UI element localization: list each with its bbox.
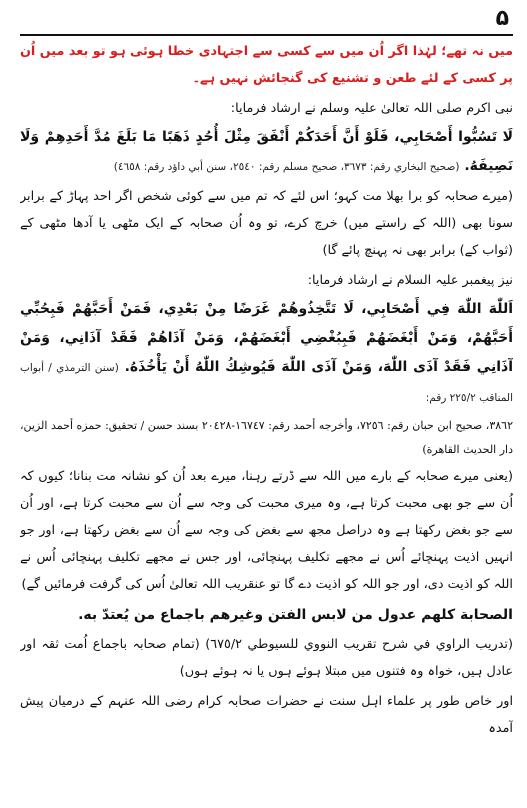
intro-paragraph: میں نہ تھے؛ لہٰذا اگر اُن میں سے کسی سے اجتہادی خطا ہوئی ہو تو بعد میں اُن پر کسی کے لئے طعن و تشنیع کی گنجائش نہیں ہے۔ (20, 44, 513, 86)
hadith-2-text: اَللّٰهَ اللّٰهَ فِي أَصْحَابِي، لَا تَتَّخِذُوهُمْ غَرَضًا مِنْ بَعْدِي، فَمَنْ أَحَبَّهُمْ فَبِحُبِّي أَحَبَّهُمْ، وَمَنْ أَبْغَضَهُمْ فَبِبُغْضِي أَبْغَضَهُمْ، وَمَنْ آذَاهُمْ فَقَدْ آذَانِي، وَمَنْ آذَانِي فَقَدْ آذَى اللّٰهَ، وَمَنْ آذَى اللّٰهَ فَيُوشِكُ اللّٰهُ أَنْ يَأْخُذَهُ. (20, 301, 513, 375)
hadith-intro-2: نیز پیغمبر علیہ السلام نے ارشاد فرمایا: (307, 273, 513, 288)
header-rule (20, 34, 513, 36)
hadith-2 (20, 295, 513, 413)
hadith-1-text: لَا تَسُبُّوا أَصْحَابِي، فَلَوْ أَنَّ أَحَدَكُمْ أَنْفَقَ مِثْلَ أُحُدٍ ذَهَبًا مَا بَلَغَ مُدَّ أَحَدِهِمْ وَلَا نَصِيفَهُ. (20, 129, 513, 174)
quote-reference-translation: (تدريب الراوي في شرح تقريب النووي للسيوطي ٦٧٥/٢) (تمام صحابہ باجماع اُمت ثقہ اور عادل ہیں، خواہ وہ فتنوں میں مبتلا ہوئے ہوں یا نہ ہوئے ہوں) (20, 637, 513, 679)
hadith-2-translation: (یعنی میرے صحابہ کے بارے میں اللہ سے ڈرتے رہنا، میرے بعد اُن کو نشانہ مت بنانا؛ کیوں کہ اُن سے جو بھی محبت کرتا ہے، وہ میری محبت کی وجہ سے اُن سے محبت کرتا ہے، اور اُن سے جو بغض رکھتا ہے وہ دراصل مجھ سے بغض کی وجہ سے اُن سے بغض رکھتا ہے، اور جو انہیں اذیت پہنچائے اُس نے مجھے تکلیف پہنچائی، اور جس نے مجھے تکلیف پہنچائی اُس نے اللہ کو اذیت دی، اور جو اللہ کو اذیت دے گا تو عنقریب اللہ تعالیٰ اُس کی گرفت فرمائیں گے) (20, 469, 513, 592)
hadith-2-reference-a: (سنن الترمذي / أبواب المناقب ٢٢٥/٢ رقم: (20, 362, 513, 404)
hadith-1 (20, 123, 513, 182)
page-header (20, 6, 513, 32)
hadith-2-reference-b: ٣٨٦٢، صحيح ابن حبان رقم: ٧٢٥٦، وأخرجه أحمد رقم: ١٦٧٤٧-٢٠٤٢٨ بسند حسن / تحقيق: حمزه أحمد الزين، دار الحديث القاهرة) (20, 419, 513, 456)
hadith-1-translation: (میرے صحابہ کو برا بھلا مت کہو؛ اس لئے کہ تم میں سے کوئی شخص اگر احد پہاڑ کے برابر سونا بھی (اللہ کے راستے میں) خرچ کرے، تو وہ اُن صحابہ کے ایک مٹھی یا آدھا مٹھی کے (ثواب کے) برابر بھی نہ پہنچ پائے گا) (20, 189, 513, 258)
page-body (20, 38, 513, 802)
arabic-quote: الصحابة كلهم عدول من لابس الفتن وغيرهم باجماع من يُعتدّ به. (78, 607, 513, 623)
page-number: ۵ (495, 6, 509, 31)
hadith-1-reference: (صحيح البخاري رقم: ٣٦٧٣، صحيح مسلم رقم: ٢٥٤٠، سنن أبي داؤد رقم: ٤٦٥٨) (113, 161, 460, 173)
closing-paragraph: اور خاص طور پر علماء اہل سنت نے حضرات صحابہ کرام رضی اللہ عنہم کے درمیان پیش آمدہ (20, 694, 513, 736)
hadith-intro-1: نبی اکرم صلی اللہ تعالیٰ علیہ وسلم نے ارشاد فرمایا: (230, 101, 513, 116)
